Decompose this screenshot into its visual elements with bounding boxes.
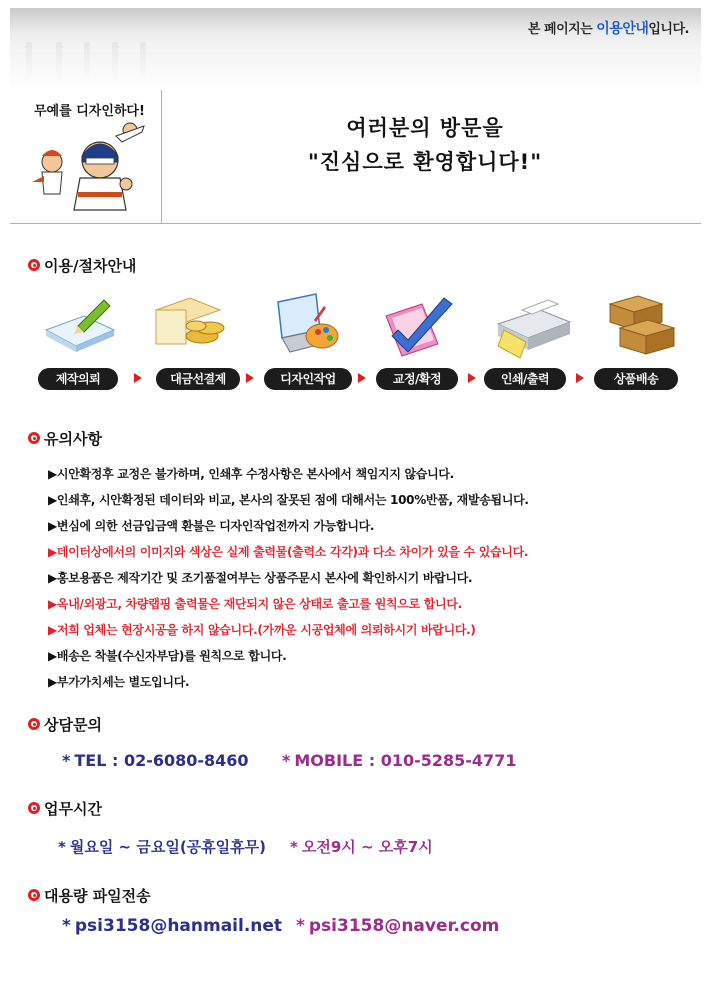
contact-tel — [62, 751, 249, 770]
note-item: ▶시안확정후 교정은 불가하며, 인쇄후 수정사항은 본사에서 책임지지 않습니다. — [48, 467, 454, 481]
star-mark: * — [296, 916, 305, 936]
section-title-contact: 상담문의 — [44, 716, 102, 734]
section-bullet-icon — [28, 889, 40, 901]
procedure-steps — [38, 290, 678, 390]
hours-days — [58, 836, 266, 857]
coins-icon — [150, 290, 232, 360]
step-pill: 교정/확정 — [376, 368, 458, 390]
notice-highlight: 이용안내 — [596, 21, 649, 37]
note-item: ▶데이터상에서의 이미지와 색상은 실제 출력물(출력소 각각)과 다소 차이가 있을 수 있습니다. — [48, 545, 529, 559]
note-item: ▶배송은 착불(수신자부담)를 원칙으로 합니다. — [48, 649, 287, 663]
section-title-notes: 유의사항 — [44, 430, 102, 448]
contact-mobile — [282, 751, 516, 770]
star-mark: * — [282, 751, 291, 770]
step-pill: 대금선결제 — [156, 368, 240, 390]
star-mark: * — [58, 838, 66, 856]
hero-section — [10, 90, 701, 224]
hero-divider — [161, 90, 162, 223]
time-text: 오전9시 ~ 오후7시 — [301, 838, 433, 856]
paper-pencil-icon — [38, 290, 120, 360]
step-pill: 인쇄/출력 — [484, 368, 566, 390]
boxes-icon — [604, 290, 686, 360]
welcome-line-1: 여러분의 방문을 — [346, 116, 504, 140]
step-pill: 제작의뢰 — [38, 368, 118, 390]
checkmark-icon — [378, 290, 460, 360]
hours-time — [290, 836, 433, 857]
note-item: ▶홍보용품은 제작기간 및 조기품절여부는 상품주문시 본사에 확인하시기 바랍니다. — [48, 571, 473, 585]
section-title-procedure: 이용/절차안내 — [44, 257, 137, 275]
email-naver-text[interactable]: psi3158@naver.com — [308, 916, 500, 936]
star-mark: * — [290, 838, 298, 856]
star-mark: * — [62, 751, 71, 770]
note-item: ▶부가가치세는 별도입니다. — [48, 675, 190, 689]
section-title-hours: 업무시간 — [44, 800, 102, 818]
hero-tagline: 무예를 디자인하다! — [34, 104, 145, 119]
notice-suffix: 입니다. — [648, 22, 689, 37]
welcome-line-2: "진심으로 환영합니다!" — [307, 150, 543, 174]
page-notice — [528, 18, 689, 38]
section-bullet-icon — [28, 718, 40, 730]
tel-text: TEL : 02-6080-8460 — [74, 751, 249, 770]
section-title-upload: 대용량 파일전송 — [44, 887, 151, 905]
arrow-right-icon — [134, 373, 142, 383]
arrow-right-icon — [576, 373, 584, 383]
laptop-palette-icon — [264, 290, 346, 360]
days-text: 월요일 ~ 금요일(공휴일휴무) — [69, 838, 266, 856]
section-bullet-icon — [28, 259, 40, 271]
mobile-text: MOBILE : 010-5285-4771 — [294, 751, 517, 770]
arrow-right-icon — [358, 373, 366, 383]
arrow-right-icon — [246, 373, 254, 383]
section-bullet-icon — [28, 432, 40, 444]
note-item: ▶저희 업체는 현장시공을 하지 않습니다.(가까운 시공업체에 의뢰하시기 바랍니다.) — [48, 623, 476, 637]
martial-arts-mascot-icon — [30, 122, 155, 217]
printer-icon — [492, 290, 574, 360]
step-pill: 디자인작업 — [264, 368, 352, 390]
note-item: ▶변심에 의한 선금입금액 환불은 디자인작업전까지 가능합니다. — [48, 519, 375, 533]
note-item: ▶옥내/외광고, 차량랩핑 출력물은 재단되지 않은 상태로 출고를 원칙으로 합니다. — [48, 597, 462, 611]
step-pill: 상품배송 — [594, 368, 678, 390]
section-bullet-icon — [28, 802, 40, 814]
arrow-right-icon — [468, 373, 476, 383]
star-mark: * — [62, 916, 71, 936]
notice-prefix: 본 페이지는 — [527, 22, 597, 37]
email-hanmail-text[interactable]: psi3158@hanmail.net — [74, 916, 283, 936]
email-naver[interactable] — [296, 916, 499, 936]
note-item: ▶인쇄후, 시안확정된 데이터와 비교, 본사의 잘못된 점에 대해서는 100%반품, 재발송됩니다. — [48, 493, 529, 507]
email-hanmail[interactable] — [62, 916, 282, 936]
